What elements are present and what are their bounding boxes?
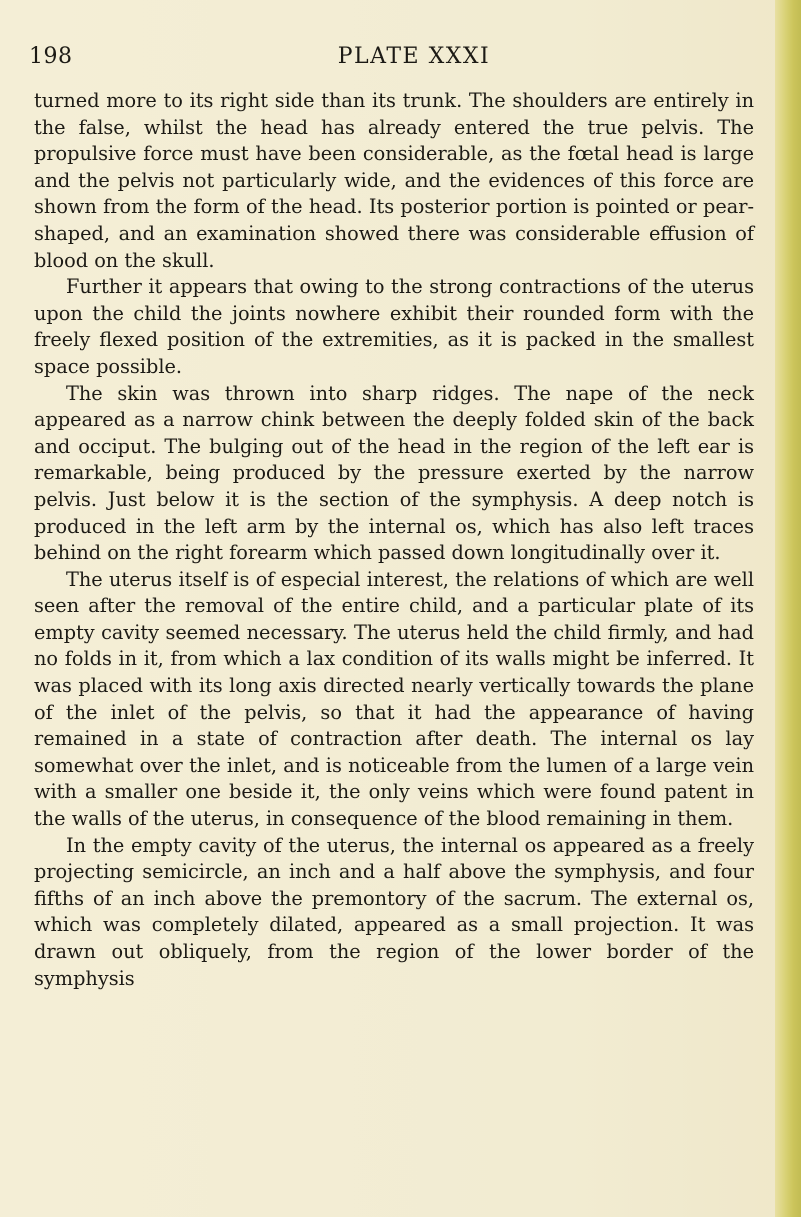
paragraph: turned more to its right side than its trunk. The shoulders are entirely in the false, whilst the head has already entered the true pelvis. The propulsive force must have been considerable, as the fœtal head is large and the pelvis not particularly wide, and the evidences of this force are shown from the form of the head. Its posterior portion is pointed or pear-shaped, and an examination showed there was considerable effusion of blood on the skull. — [34, 89, 754, 272]
page-edge — [775, 0, 801, 1217]
body-text — [34, 88, 754, 992]
running-head: PLATE XXXI — [337, 44, 491, 69]
paragraph: Further it appears that owing to the strong contractions of the uterus upon the child the joints nowhere exhibit their rounded form with the freely flexed position of the extremities, as it is packed in the smallest space possible. — [34, 275, 754, 378]
paragraph: In the empty cavity of the uterus, the internal os appeared as a freely projecting semicircle, an inch and a half above the symphysis, and four fifths of an inch above the premontory of the sacrum. The external os, which was completely dilated, appeared as a small projection. It was drawn out obliquely, from the region of the lower border of the symphysis — [34, 833, 754, 990]
page-number: 198 — [29, 44, 73, 69]
paragraph: The skin was thrown into sharp ridges. The nape of the neck appeared as a narrow chink between the deeply folded skin of the back and occiput. The bulging out of the head in the region of the left ear is remarkable, being produced by the pressure exerted by the narrow pelvis. Just below it is the section of the symphysis. A deep notch is produced in the left arm by the internal os, which has also left traces behind on the right forearm which passed down longitudinally over it. — [34, 381, 754, 565]
paragraph: The uterus itself is of especial interest, the relations of which are well seen after the removal of the entire child, and a particular plate of its empty cavity seemed necessary. The uterus held the child firmly, and had no folds in it, from which a lax condition of its walls might be inferred. It was placed with its long axis directed nearly vertically towards the plane of the inlet of the pelvis, so that it had the appearance of having remained in a state of contraction after death. The internal os lay somewhat over the inlet, and is noticeable from the lumen of a large vein with a smaller one beside it, the only veins which were found patent in the walls of the uterus, in consequence of the blood remaining in them. — [34, 567, 754, 831]
page-header — [29, 44, 751, 74]
